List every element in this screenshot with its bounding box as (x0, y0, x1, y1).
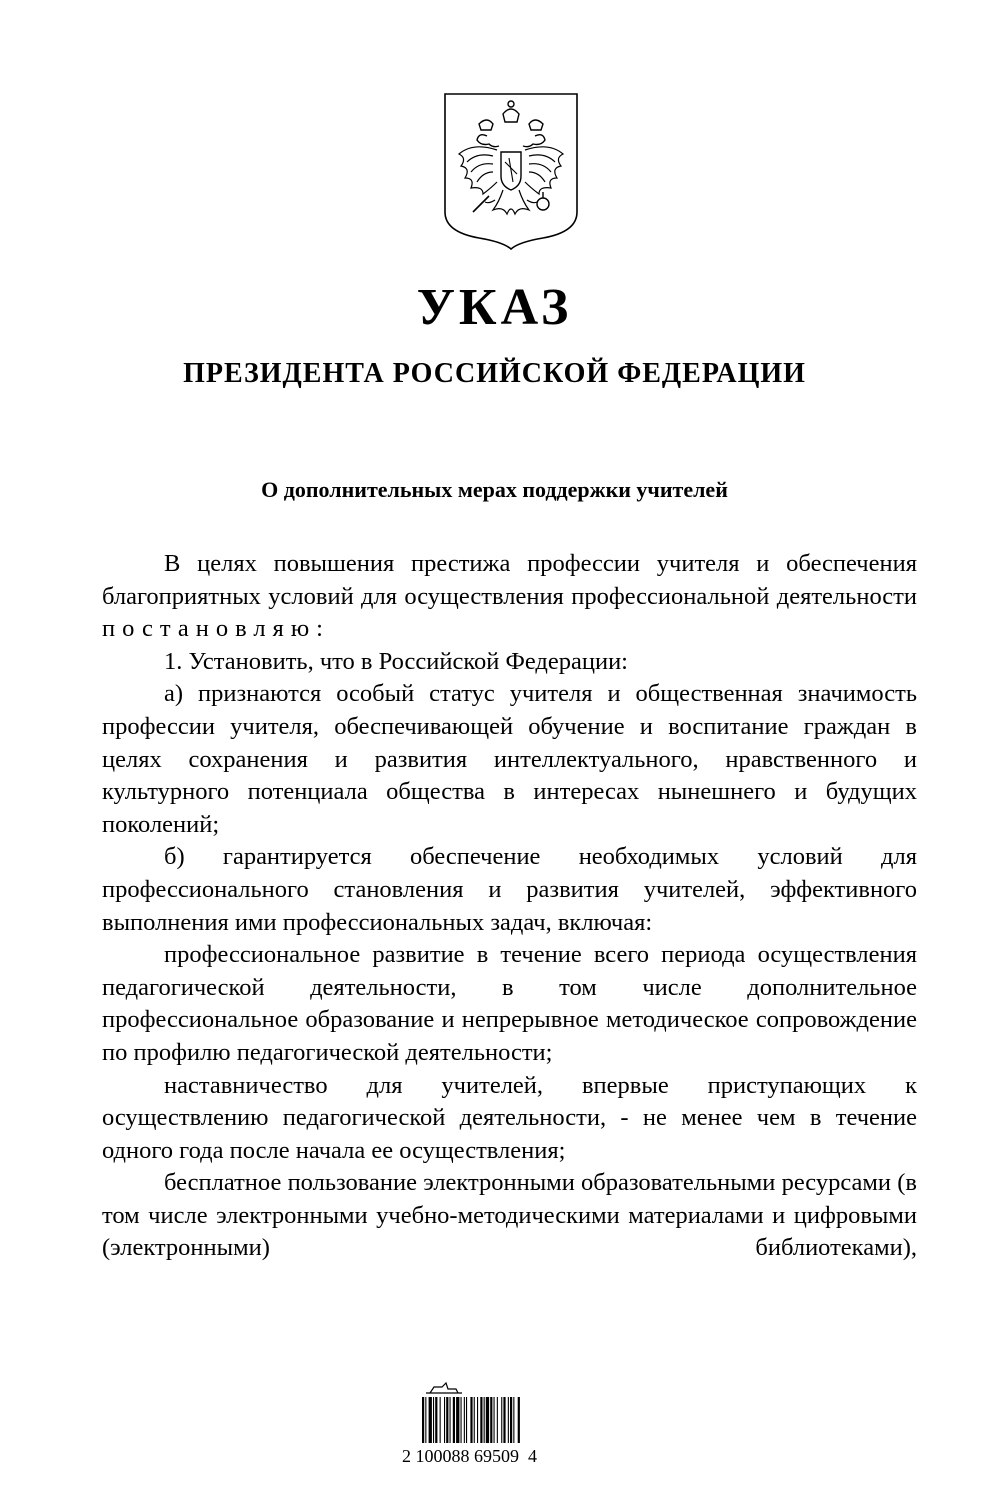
decree-heading: О дополнительных мерах поддержки учителей (261, 477, 728, 502)
russian-coat-of-arms-icon (443, 92, 579, 250)
printer-mark-icon (424, 1381, 464, 1395)
decree-subitem-1: профессиональное развитие в течение всего периода осуществления педагогической деятельности, в том числе дополнительное профессиональное образование и непрерывное методическое сопровождение по профилю педагогической деятельности; (102, 941, 917, 1066)
decree-intro (102, 548, 917, 646)
barcode-icon (422, 1397, 548, 1443)
barcode-number: 2 100088 69509 4 (402, 1446, 537, 1466)
document-subtitle: ПРЕЗИДЕНТА РОССИЙСКОЙ ФЕДЕРАЦИИ (183, 358, 806, 389)
intro-tail: : (316, 615, 323, 643)
intro-keyword: постановляю (102, 615, 317, 643)
decree-item-1b: б) гарантируется обеспечение необходимых условий для профессионального становления и развития учителей, эффективного выполнения ими профессиональных задач, включая: (102, 843, 917, 936)
intro-lead: В целях повышения престижа профессии учителя и обеспечения благоприятных условий для осуществления профессиональной деятельности (102, 550, 917, 610)
decree-subitem-2: наставничество для учителей, впервые приступающих к осуществлению педагогической деятельности, - не менее чем в течение одного года после начала ее осуществления; (102, 1071, 917, 1164)
document-title: УКАЗ (416, 279, 573, 336)
decree-body (102, 548, 917, 1265)
decree-item-1: 1. Установить, что в Российской Федерации: (164, 647, 628, 675)
decree-subitem-3: бесплатное пользование электронными образовательными ресурсами (в том числе электронными учебно-методическими материалами и цифровыми (электронными) библиотеками), (102, 1169, 917, 1262)
decree-item-1a: а) признаются особый статус учителя и общественная значимость профессии учителя, обеспечивающей обучение и воспитание граждан в целях сохранения и развития интеллектуального, нравственного и культурного потенциала общества в интересах нынешнего и будущих поколений; (102, 680, 917, 838)
